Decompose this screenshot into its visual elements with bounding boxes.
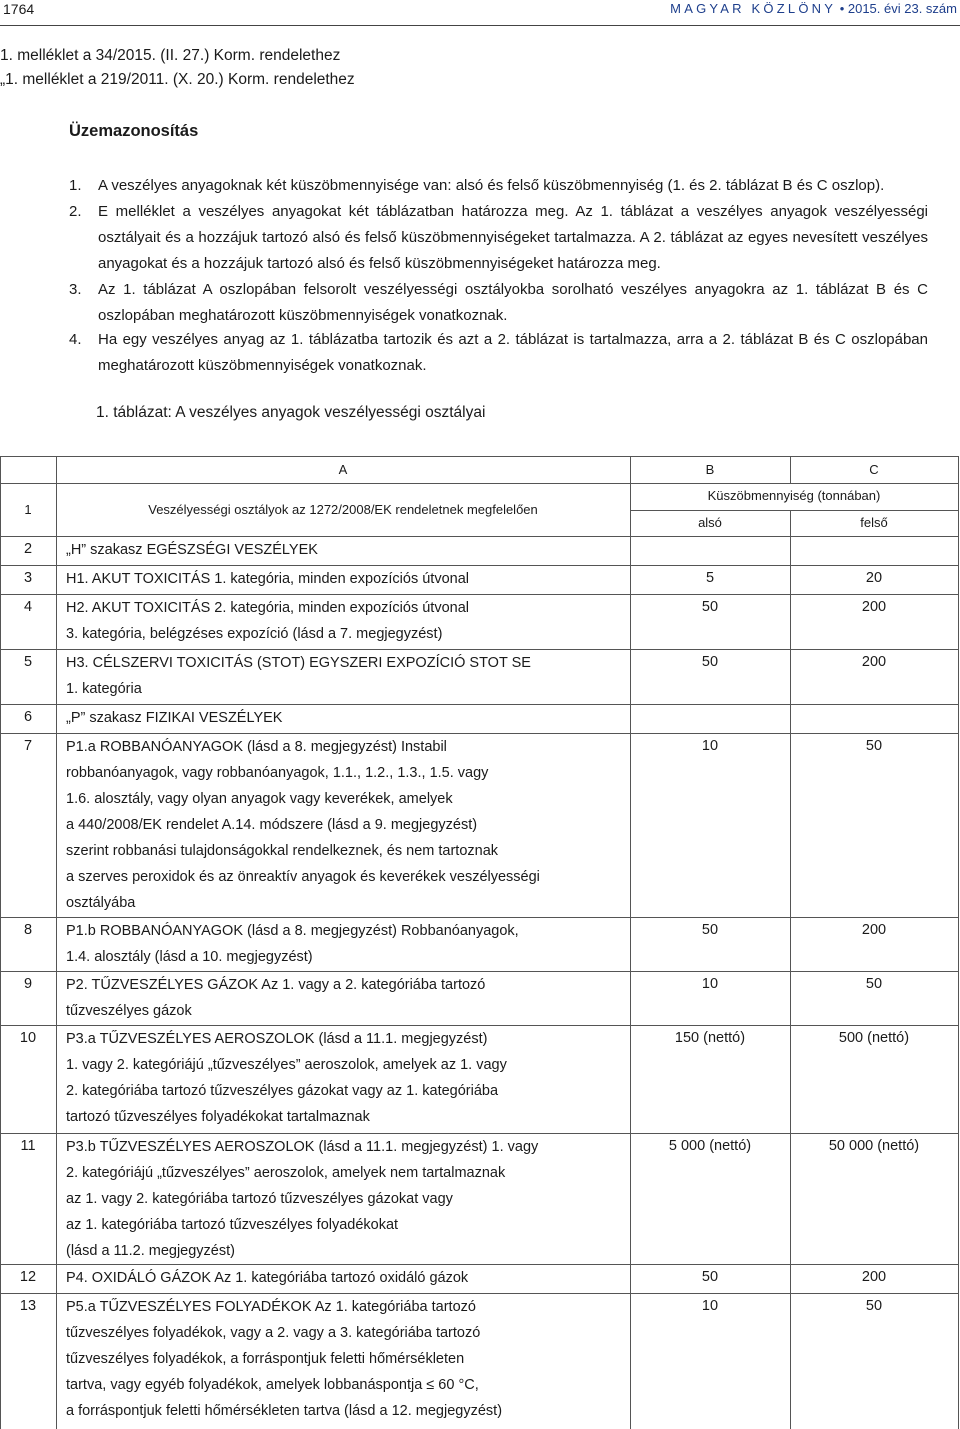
description-line: a 440/2008/EK rendelet A.14. módszere (lásd a 9. megjegyzést) bbox=[66, 817, 478, 833]
description-line: a szerves peroxidok és az önreaktív anyagok és keverékek veszélyességi bbox=[66, 869, 540, 885]
header-row-number: 1 bbox=[24, 502, 32, 517]
lower-threshold-value: 50 bbox=[701, 599, 719, 615]
hazard-class-description bbox=[66, 1134, 586, 1264]
row-number: 12 bbox=[19, 1269, 37, 1285]
table-vertical-rule bbox=[56, 456, 57, 1429]
description-line: osztályába bbox=[66, 895, 136, 911]
row-number: 6 bbox=[23, 709, 33, 725]
table-horizontal-rule bbox=[0, 456, 958, 457]
section-title: Üzemazonosítás bbox=[69, 122, 199, 140]
row-number: 13 bbox=[19, 1298, 37, 1314]
lower-threshold-value: 5 bbox=[705, 570, 715, 586]
hazard-class-description bbox=[66, 595, 586, 647]
description-line: 3. kategória, belégzéses expozíció (lásd a 7. megjegyzést) bbox=[66, 626, 443, 642]
lower-threshold-value: 50 bbox=[701, 1269, 719, 1285]
table-horizontal-rule bbox=[0, 483, 958, 484]
annex-reference: 1. melléklet a 34/2015. (II. 27.) Korm. rendelethez bbox=[0, 47, 341, 64]
description-line: „P” szakasz FIZIKAI VESZÉLYEK bbox=[66, 710, 283, 726]
lower-threshold-value: 150 (nettó) bbox=[674, 1030, 746, 1046]
row-number: 3 bbox=[23, 570, 33, 586]
paragraph-number: 1. bbox=[69, 177, 82, 194]
hazard-class-description bbox=[66, 918, 586, 970]
journal-issue: • 2015. évi 23. szám bbox=[836, 1, 957, 16]
annex-amended-reference: „1. melléklet a 219/2011. (X. 20.) Korm. rendelethez bbox=[0, 71, 355, 88]
description-line: 2. kategóriába tartozó tűzveszélyes gázokat vagy az 1. kategóriába bbox=[66, 1083, 499, 1099]
paragraph-text: Ha egy veszélyes anyag az 1. táblázatba tartozik és azt a 2. táblázat is tartalmazza, arra a 2. táblázat B és C oszlopában meghatározott küszöbmennyiségek vonatkoznak. bbox=[98, 331, 928, 374]
upper-threshold-value: 500 (nettó) bbox=[838, 1030, 910, 1046]
description-line: az 1. kategóriába tartozó tűzveszélyes folyadékokat bbox=[66, 1217, 399, 1233]
hazard-class-description bbox=[66, 650, 586, 702]
row-number: 5 bbox=[23, 654, 33, 670]
lower-threshold-value: 10 bbox=[701, 976, 719, 992]
description-line: P2. TŰZVESZÉLYES GÁZOK Az 1. vagy a 2. kategóriába tartozó bbox=[66, 977, 486, 993]
lower-threshold-value: 10 bbox=[701, 738, 719, 754]
row-number: 10 bbox=[19, 1030, 37, 1046]
description-line: robbanóanyagok, vagy robbanóanyagok, 1.1., 1.2., 1.3., 1.5. vagy bbox=[66, 765, 489, 781]
hazard-class-description bbox=[66, 705, 586, 731]
description-line: 1.4. alosztály (lásd a 10. megjegyzést) bbox=[66, 949, 313, 965]
description-line: az 1. vagy 2. kategóriába tartozó tűzveszélyes gázokat vagy bbox=[66, 1191, 453, 1207]
header-upper-threshold: felső bbox=[860, 515, 888, 530]
description-line: H1. AKUT TOXICITÁS 1. kategória, minden expozíciós útvonal bbox=[66, 571, 469, 587]
table-horizontal-rule bbox=[630, 510, 958, 511]
row-number: 2 bbox=[23, 541, 33, 557]
row-number: 8 bbox=[23, 922, 33, 938]
description-line: tűzveszélyes gázok bbox=[66, 1003, 192, 1019]
description-line: „H” szakasz EGÉSZSÉGI VESZÉLYEK bbox=[66, 542, 318, 558]
column-letter-a: A bbox=[338, 462, 348, 477]
description-line: P1.b ROBBANÓANYAGOK (lásd a 8. megjegyzést) Robbanóanyagok, bbox=[66, 923, 519, 939]
paragraph-text: Az 1. táblázat A oszlopában felsorolt veszélyességi osztályokba sorolható veszélyes anyagokra az 1. táblázat B és C oszlopában meghatározott küszöbmennyiségek vonatkoznak. bbox=[98, 281, 928, 324]
description-line: H3. CÉLSZERVI TOXICITÁS (STOT) EGYSZERI EXPOZÍCIÓ STOT SE bbox=[66, 655, 531, 671]
description-line: 2. kategóriájú „tűzveszélyes” aeroszolok, amelyek nem tartalmaznak bbox=[66, 1165, 506, 1181]
hazard-class-description bbox=[66, 537, 586, 563]
lower-threshold-value: 50 bbox=[701, 654, 719, 670]
page-number: 1764 bbox=[3, 1, 35, 17]
table-vertical-rule bbox=[958, 456, 959, 1429]
description-line: P3.b TŰZVESZÉLYES AEROSZOLOK (lásd a 11.1. megjegyzést) 1. vagy bbox=[66, 1139, 539, 1155]
upper-threshold-value: 50 bbox=[865, 976, 883, 992]
header-lower-threshold: alsó bbox=[698, 515, 722, 530]
description-line: tartozó tűzveszélyes folyadékokat tartalmaznak bbox=[66, 1109, 370, 1125]
paragraph-text: A veszélyes anyagoknak két küszöbmennyisége van: alsó és felső küszöbmennyiség (1. és 2. táblázat B és C oszlop). bbox=[98, 177, 885, 194]
row-number: 4 bbox=[23, 599, 33, 615]
description-line: P5.a TŰZVESZÉLYES FOLYADÉKOK Az 1. kategóriába tartozó bbox=[66, 1299, 476, 1315]
table-title: 1. táblázat: A veszélyes anyagok veszélyességi osztályai bbox=[96, 404, 486, 421]
hazard-class-description bbox=[66, 1265, 586, 1291]
description-line: szerint robbanási tulajdonságokkal rendelkeznek, és nem tartoznak bbox=[66, 843, 499, 859]
description-line: 1.6. alosztály, vagy olyan anyagok vagy keverékek, amelyek bbox=[66, 791, 453, 807]
paragraph-text: E melléklet a veszélyes anyagokat két táblázatban határozza meg. Az 1. táblázat a veszélyes anyagok veszélyességi osztályait és a hozzájuk tartozó alsó és felső küszöbmennyiségeket tartalmazza. A 2. táblázat az egyes nevesített veszélyes anyagokat és a hozzájuk tartozó alsó és felső küszöbmennyiségeket határozza meg. bbox=[98, 203, 928, 272]
description-line: tűzveszélyes folyadékok, vagy a 2. vagy a 3. kategóriába tartozó bbox=[66, 1325, 481, 1341]
row-number: 11 bbox=[20, 1138, 36, 1154]
hazard-class-description bbox=[66, 734, 586, 916]
lower-threshold-value: 5 000 (nettó) bbox=[668, 1138, 752, 1154]
table-vertical-rule bbox=[790, 510, 791, 1429]
description-line: tűzveszélyes folyadékok, a forráspontjuk feletti hőmérsékleten bbox=[66, 1351, 465, 1367]
description-line: P3.a TŰZVESZÉLYES AEROSZOLOK (lásd a 11.1. megjegyzést) bbox=[66, 1031, 488, 1047]
upper-threshold-value: 50 bbox=[865, 738, 883, 754]
description-line: H2. AKUT TOXICITÁS 2. kategória, minden expozíciós útvonal bbox=[66, 600, 469, 616]
paragraph-number: 2. bbox=[69, 203, 82, 220]
paragraph-number: 4. bbox=[69, 331, 82, 348]
hazard-class-description bbox=[66, 1026, 586, 1130]
hazard-class-description bbox=[66, 566, 586, 592]
description-line: P4. OXIDÁLÓ GÁZOK Az 1. kategóriába tartozó oxidáló gázok bbox=[66, 1270, 469, 1286]
description-line: 1. vagy 2. kategóriájú „tűzveszélyes” aeroszolok, amelyek az 1. vagy bbox=[66, 1057, 507, 1073]
paragraph-number: 3. bbox=[69, 281, 82, 298]
journal-name: MAGYAR KÖZLÖNY bbox=[670, 1, 837, 16]
header-threshold-quantity: Küszöbmennyiség (tonnában) bbox=[707, 488, 881, 503]
description-line: P1.a ROBBANÓANYAGOK (lásd a 8. megjegyzést) Instabil bbox=[66, 739, 447, 755]
header-description: Veszélyességi osztályok az 1272/2008/EK rendeletnek megfelelően bbox=[148, 502, 538, 517]
upper-threshold-value: 50 000 (nettó) bbox=[828, 1138, 920, 1154]
row-number: 7 bbox=[23, 738, 33, 754]
hazard-class-description bbox=[66, 972, 586, 1024]
lower-threshold-value: 50 bbox=[701, 922, 719, 938]
lower-threshold-value: 10 bbox=[701, 1298, 719, 1314]
description-line: tartva, vagy egyéb folyadékok, amelyek lobbanáspontja ≤ 60 °C, bbox=[66, 1377, 479, 1393]
upper-threshold-value: 200 bbox=[861, 599, 887, 615]
upper-threshold-value: 20 bbox=[865, 570, 883, 586]
description-line: (lásd a 11.2. megjegyzést) bbox=[66, 1243, 235, 1259]
upper-threshold-value: 200 bbox=[861, 1269, 887, 1285]
upper-threshold-value: 200 bbox=[861, 922, 887, 938]
column-letter-c: C bbox=[869, 462, 879, 477]
hazard-class-description bbox=[66, 1294, 586, 1424]
row-number: 9 bbox=[23, 976, 33, 992]
column-letter-b: B bbox=[705, 462, 715, 477]
description-line: 1. kategória bbox=[66, 681, 142, 697]
upper-threshold-value: 50 bbox=[865, 1298, 883, 1314]
upper-threshold-value: 200 bbox=[861, 654, 887, 670]
description-line: a forráspontjuk feletti hőmérsékleten tartva (lásd a 12. megjegyzést) bbox=[66, 1403, 503, 1419]
